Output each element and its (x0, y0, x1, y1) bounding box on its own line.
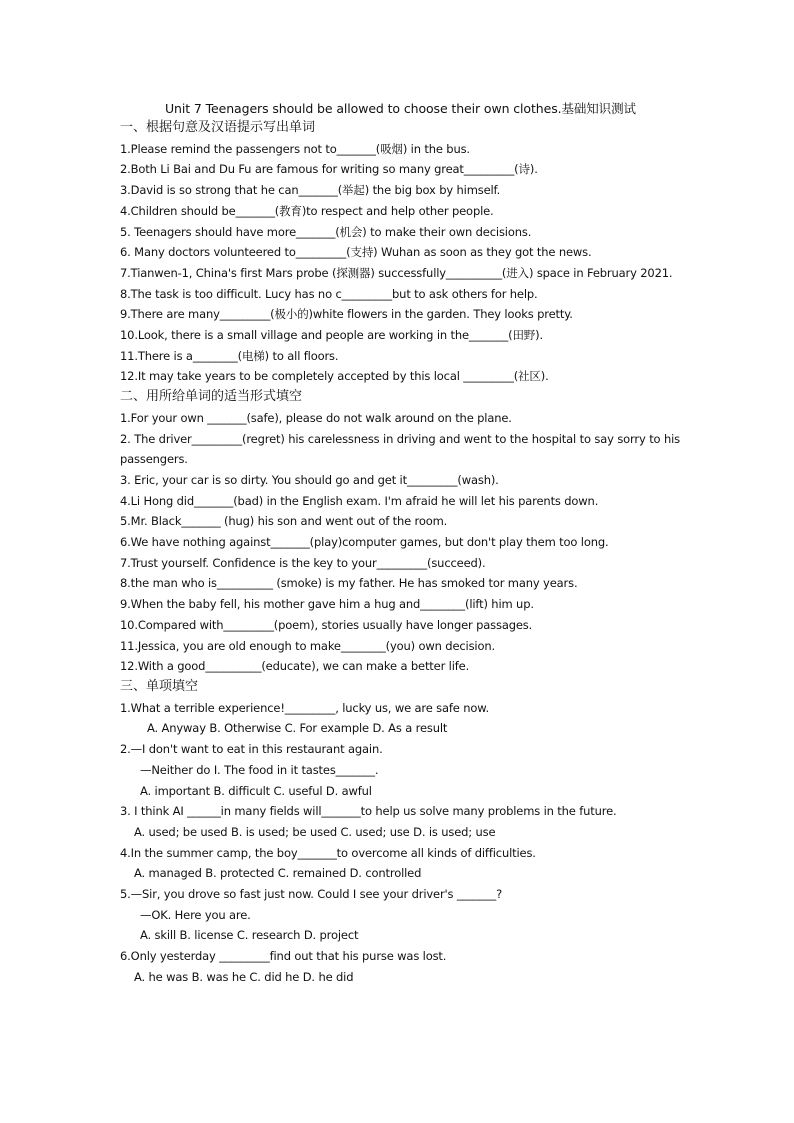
section1-item-10: 10.Look, there is a small village and people are working in the_______(田野). (120, 328, 544, 343)
section2-item-2: 2. The driver_________(regret) his carelessness in driving and went to the hospital to say sorry to his passengers. (120, 431, 680, 467)
page-title: Unit 7 Teenagers should be allowed to choose their own clothes.基础知识测试 (165, 101, 636, 116)
section1-item-6: 6. Many doctors volunteered to_________(支持) Wuhan as soon as they got the news. (120, 245, 592, 260)
section3-q2-options: A. important B. difficult C. useful D. awful (140, 783, 372, 798)
section3-q1-options: A. Anyway B. Otherwise C. For example D. As a result (147, 721, 448, 736)
section2-item-7: 7.Trust yourself. Confidence is the key to your_________(succeed). (120, 555, 486, 570)
section1-item-2: 2.Both Li Bai and Du Fu are famous for writing so many great_________(诗). (120, 162, 538, 177)
section3-q6-options: A. he was B. was he C. did he D. he did (134, 969, 354, 984)
section3-q4-stem: 4.In the summer camp, the boy_______to overcome all kinds of difficulties. (120, 845, 536, 860)
section2-heading: 二、用所给单词的适当形式填空 (120, 389, 303, 405)
section1-item-9: 9.There are many_________(极小的)white flowers in the garden. They looks pretty. (120, 307, 573, 322)
section2-item-12: 12.With a good__________(educate), we can make a better life. (120, 659, 470, 674)
section3-q3-stem: 3. I think AI ______in many fields will_______to help us solve many problems in the future. (120, 804, 617, 819)
section3-q4-options: A. managed B. protected C. remained D. controlled (134, 866, 422, 881)
section2-item-8: 8.the man who is__________ (smoke) is my father. He has smoked tor many years. (120, 576, 578, 591)
section1-item-1: 1.Please remind the passengers not to_______(吸烟) in the bus. (120, 141, 470, 156)
section2-item-9: 9.When the baby fell, his mother gave him a hug and________(lift) him up. (120, 597, 534, 612)
section1-item-8: 8.The task is too difficult. Lucy has no c_________but to ask others for help. (120, 286, 538, 301)
section3-q2-stem: 2.—I don't want to eat in this restaurant again. (120, 742, 383, 757)
section1-item-4: 4.Children should be_______(教育)to respect and help other people. (120, 203, 494, 218)
section1-item-3: 3.David is so strong that he can_______(举起) the big box by himself. (120, 183, 501, 198)
section3-q6-stem: 6.Only yesterday _________find out that his purse was lost. (120, 949, 447, 964)
worksheet-content (120, 118, 680, 988)
section2-item-3: 3. Eric, your car is so dirty. You should go and get it_________(wash). (120, 472, 499, 487)
section3-q3-options: A. used; be used B. is used; be used C. used; use D. is used; use (134, 824, 496, 839)
section3-q2-reply: —Neither do I. The food in it tastes_______. (140, 762, 379, 777)
section1-item-11: 11.There is a________(电梯) to all floors. (120, 348, 339, 363)
section1-heading: 一、根据句意及汉语提示写出单词 (120, 120, 316, 135)
section3-q5-options: A. skill B. license C. research D. project (140, 928, 359, 943)
section3-heading: 三、单项填空 (120, 678, 199, 694)
section1-item-12: 12.It may take years to be completely accepted by this local _________(社区). (120, 369, 549, 384)
section2-item-5: 5.Mr. Black_______ (hug) his son and went out of the room. (120, 514, 448, 529)
section1-item-7: 7.Tianwen-1, China's first Mars probe (探测器) successfully__________(进入) space in February 2021. (120, 265, 673, 280)
section3-q5-stem: 5.—Sir, you drove so fast just now. Could I see your driver's _______? (120, 887, 503, 902)
section2-item-6: 6.We have nothing against_______(play)computer games, but don't play them too long. (120, 535, 609, 550)
section2-item-11: 11.Jessica, you are old enough to make________(you) own decision. (120, 638, 496, 653)
section1-item-5: 5. Teenagers should have more_______(机会) to make their own decisions. (120, 224, 532, 239)
section2-item-10: 10.Compared with_________(poem), stories usually have longer passages. (120, 617, 533, 632)
section2-item-1: 1.For your own _______(safe), please do not walk around on the plane. (120, 410, 512, 425)
section2-item-4: 4.Li Hong did_______(bad) in the English exam. I'm afraid he will let his parents down. (120, 493, 599, 508)
section3-q1-stem: 1.What a terrible experience!_________, lucky us, we are safe now. (120, 700, 489, 715)
section3-q5-reply: —OK. Here you are. (140, 907, 251, 922)
